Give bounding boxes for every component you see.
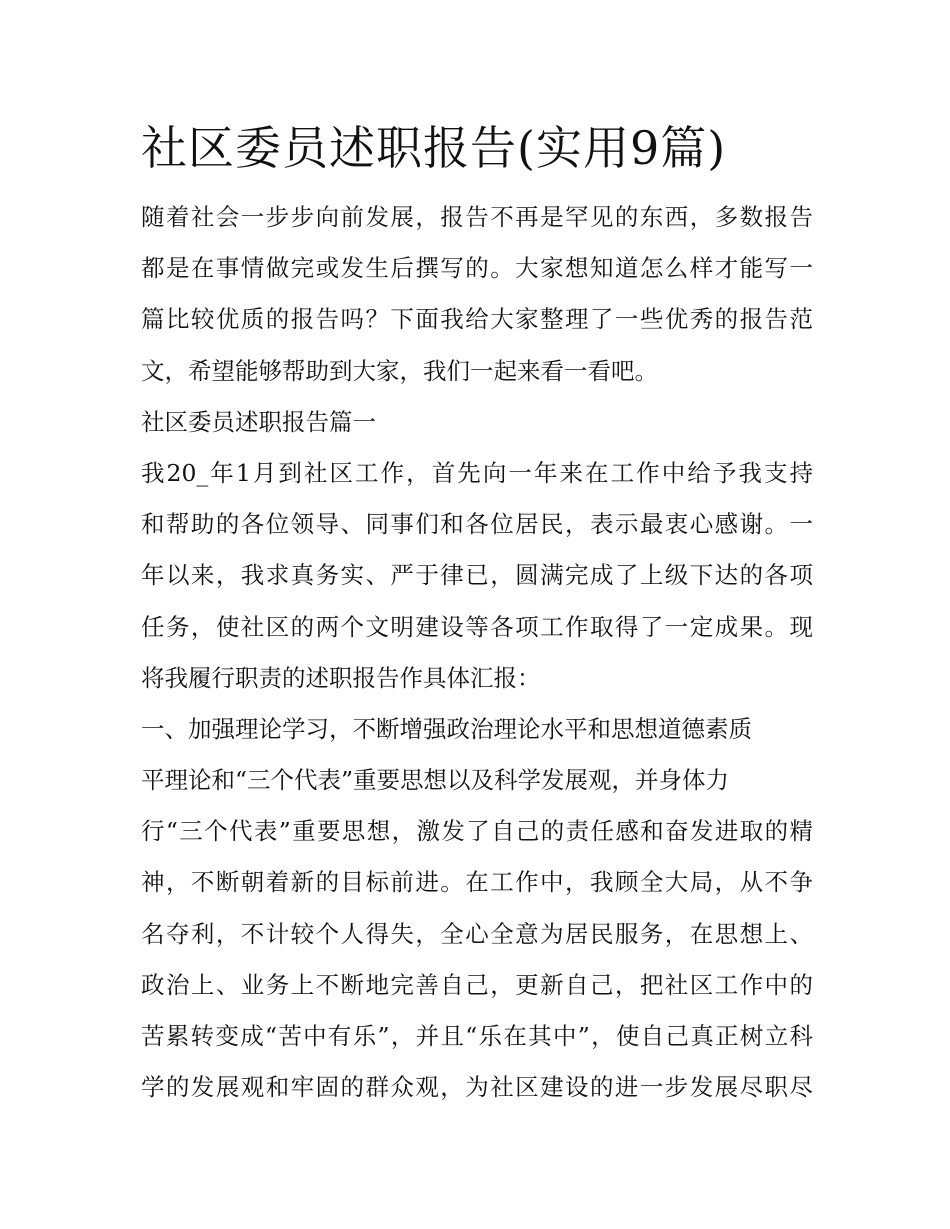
body-line: 将我履行职责的述职报告作具体汇报：	[141, 663, 541, 692]
body-line: 神，不断朝着新的目标前进。在工作中，我顾全大局，从不争	[141, 868, 813, 897]
body-line: 行“三个代表”重要思想，激发了自己的责任感和奋发进取的精	[141, 817, 813, 846]
document-title: 社区委员述职报告(实用9篇)	[141, 121, 727, 175]
body-line: 苦累转变成“苦中有乐”，并且“乐在其中”，使自己真正树立科	[141, 1022, 813, 1050]
document-body	[141, 192, 813, 1113]
body-line: 篇比较优质的报告吗？下面我给大家整理了一些优秀的报告范	[141, 305, 813, 334]
body-line: 年以来，我求真务实、严于律已，圆满完成了上级下达的各项	[141, 561, 813, 590]
body-line: 社区委员述职报告篇一	[141, 407, 376, 436]
body-line: 我20_年1月到社区工作，首先向一年来在工作中给予我支持	[141, 458, 813, 487]
document-page	[141, 112, 813, 1113]
body-line: 学的发展观和牢固的群众观，为社区建设的进一步发展尽职尽	[141, 1073, 813, 1102]
body-line: 名夺利，不计较个人得失，全心全意为居民服务，在思想上、	[141, 919, 813, 948]
body-line: 平理论和“三个代表”重要思想以及科学发展观，并身体力	[141, 766, 730, 795]
body-line: 文，希望能够帮助到大家，我们一起来看一看吧。	[141, 356, 658, 385]
body-line: 政治上、业务上不断地完善自己，更新自己，把社区工作中的	[141, 970, 813, 999]
body-line: 任务，使社区的两个文明建设等各项工作取得了一定成果。现	[141, 612, 813, 641]
body-line: 一、加强理论学习，不断增强政治理论水平和思想道德素质	[141, 714, 752, 743]
body-line: 和帮助的各位领导、同事们和各位居民，表示最衷心感谢。一	[141, 510, 813, 539]
body-line: 都是在事情做完或发生后撰写的。大家想知道怎么样才能写一	[141, 254, 813, 283]
body-line: 随着社会一步步向前发展，报告不再是罕见的东西，多数报告	[141, 203, 813, 231]
